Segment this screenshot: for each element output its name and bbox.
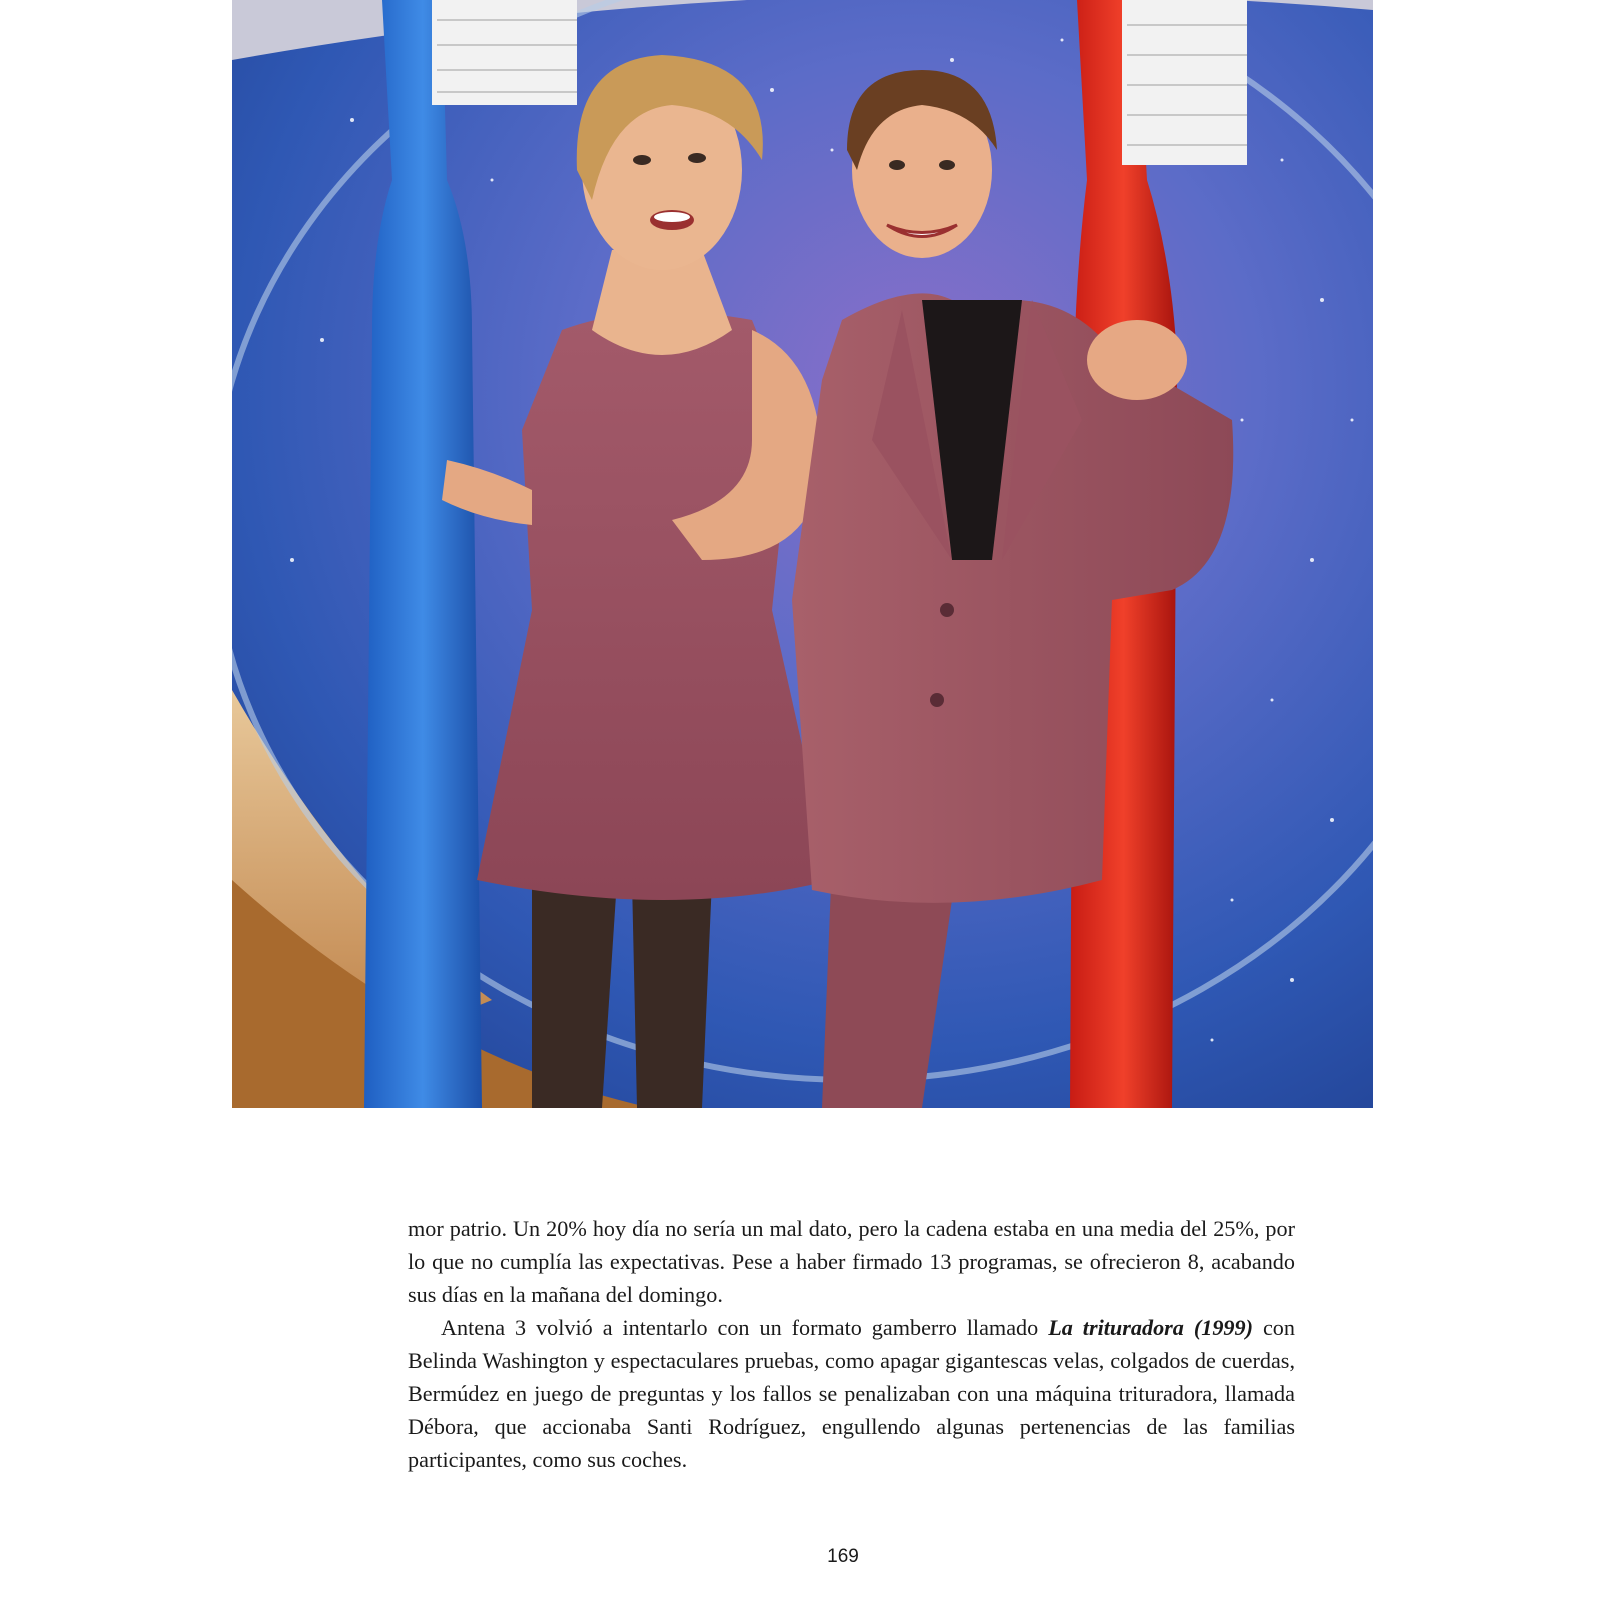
body-text [408,1212,1295,1476]
paragraph-2-start: Antena 3 volvió a intentarlo con un formato gamberro llamado [441,1315,1049,1340]
paragraph-1: mor patrio. Un 20% hoy día no sería un mal dato, pero la cadena estaba en una media del 25%, por lo que no cumplía las expectativas. Pese a haber firmado 13 programas, se ofrecieron 8, acabando sus días en la mañana del domingo. [408,1216,1295,1307]
program-title: La trituradora (1999) [1048,1315,1253,1340]
page-number: 169 [827,1546,859,1567]
paragraph-2-end: con Belinda Washington y espectaculares pruebas, como apagar gigantescas velas, colgados de cuerdas, Bermúdez en juego de preguntas y los fallos se penalizaban con una máquina trituradora, llamada Débora, que accionaba Santi Rodríguez, engullendo algunas pertenencias de las familias participantes, como sus coches. [408,1315,1295,1472]
photo [232,0,1373,1108]
photo-illustration [232,0,1373,1108]
paragraph-2 [408,1311,1295,1476]
